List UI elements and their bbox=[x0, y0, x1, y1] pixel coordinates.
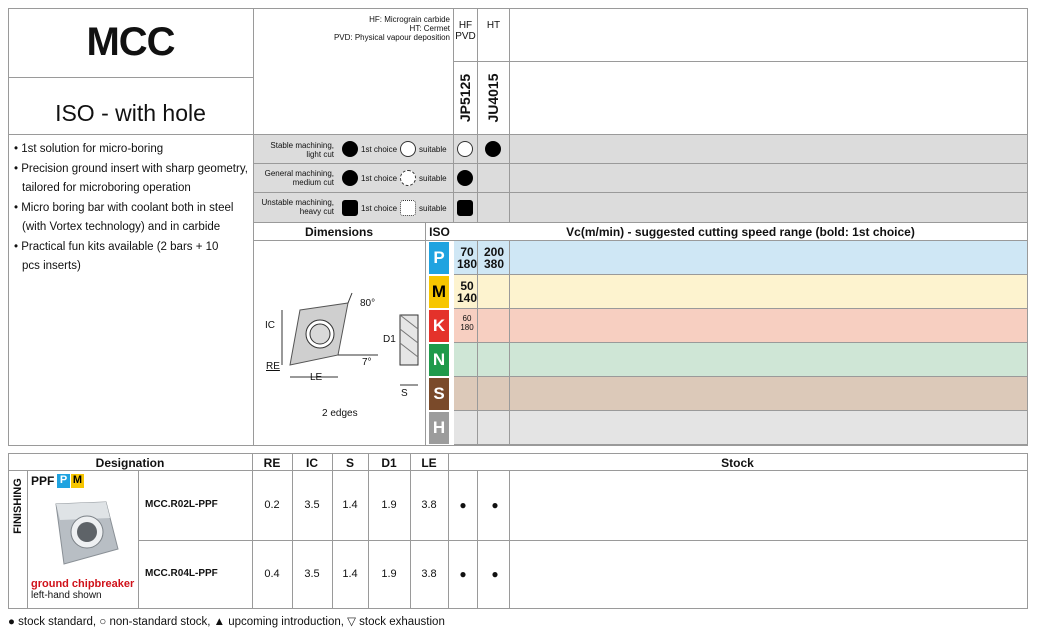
feature-item: • Practical fun kits available (2 bars + 10 bbox=[14, 240, 219, 253]
grade2-stable-first-icon bbox=[485, 141, 501, 157]
designation-header: Designation bbox=[95, 456, 165, 470]
machining-choices-stable bbox=[342, 141, 447, 157]
grade1-stable-suitable-icon bbox=[457, 141, 473, 157]
suitable-label: suitable bbox=[419, 173, 447, 183]
legend-line: PVD: Physical vapour deposition bbox=[333, 33, 450, 42]
iso-row-bg bbox=[454, 309, 1027, 342]
dimensions-header: Dimensions bbox=[304, 225, 373, 239]
iso-row-divider bbox=[454, 444, 1027, 445]
cell-le: 3.8 bbox=[421, 499, 437, 511]
ic-header: IC bbox=[306, 456, 318, 470]
grade-jp5125: JP5125 bbox=[457, 73, 473, 123]
designation-code: MCC.R04L-PPF bbox=[145, 568, 218, 579]
cell-re: 0.4 bbox=[264, 568, 280, 580]
grade-ju4015: JU4015 bbox=[485, 73, 501, 123]
machining-choices-unstable bbox=[342, 200, 447, 216]
cell-d1: 1.9 bbox=[381, 568, 397, 580]
iso-badge-p: P bbox=[429, 242, 449, 274]
vc-high: 380 bbox=[483, 257, 505, 271]
vc-low: 70 bbox=[460, 245, 474, 259]
iso-row-bg bbox=[454, 343, 1027, 376]
suitable-label: suitable bbox=[419, 144, 447, 154]
vc-high: 180 bbox=[456, 257, 478, 271]
machining-choices-general bbox=[342, 170, 447, 186]
le-label: LE bbox=[310, 372, 323, 383]
page-subtitle: ISO - with hole bbox=[55, 100, 206, 126]
chipbreaker-name: PPF bbox=[31, 474, 55, 488]
le-header: LE bbox=[421, 456, 437, 470]
column-ht-label: HT bbox=[486, 20, 501, 31]
angle-7-label: 7° bbox=[362, 357, 372, 368]
stock-header: Stock bbox=[721, 456, 754, 470]
iso-row-bg bbox=[454, 275, 1027, 308]
first-choice-label: 1st choice bbox=[361, 144, 398, 154]
machining-label-line: General machining, bbox=[264, 169, 334, 178]
legend-line: HF: Micrograin carbide bbox=[369, 15, 450, 24]
cell-le: 3.8 bbox=[421, 568, 437, 580]
first-choice-label: 1st choice bbox=[361, 173, 398, 183]
vc-low: 200 bbox=[483, 245, 505, 259]
feature-list bbox=[14, 140, 252, 277]
grade-legend bbox=[300, 15, 450, 42]
stock-standard-icon: ● bbox=[459, 567, 467, 581]
grade1-general-first-icon bbox=[457, 170, 473, 186]
feature-item: • 1st solution for micro-boring bbox=[14, 143, 164, 155]
vc-value bbox=[455, 314, 479, 332]
vc-high: 180 bbox=[460, 323, 474, 332]
iso-badge-s: S bbox=[429, 378, 449, 410]
first-choice-icon bbox=[342, 141, 358, 157]
cell-re: 0.2 bbox=[264, 499, 280, 511]
re-label: RE bbox=[266, 361, 280, 372]
iso-badge-k: K bbox=[429, 310, 449, 342]
vc-low: 60 bbox=[462, 314, 472, 323]
page-title: MCC bbox=[86, 20, 175, 64]
machining-label-line: medium cut bbox=[292, 178, 334, 187]
iso-badge-h: H bbox=[429, 412, 449, 444]
vc-value bbox=[455, 280, 479, 304]
suitable-icon bbox=[400, 170, 416, 186]
suitable-icon bbox=[400, 141, 416, 157]
d1-header: D1 bbox=[381, 456, 397, 470]
hf-label: HF bbox=[458, 20, 473, 31]
chip-iso-m: M bbox=[72, 474, 83, 486]
iso-badge-m: M bbox=[429, 276, 449, 308]
cell-d1: 1.9 bbox=[381, 499, 397, 511]
vc-value bbox=[455, 246, 479, 270]
first-choice-icon bbox=[342, 170, 358, 186]
machining-label-stable bbox=[256, 141, 334, 159]
re-header: RE bbox=[263, 456, 281, 470]
grade1-unstable-first-icon bbox=[457, 200, 473, 216]
iso-header: ISO bbox=[429, 225, 450, 239]
iso-row-bg bbox=[454, 241, 1027, 274]
edges-label: 2 edges bbox=[322, 408, 358, 419]
insert-photo bbox=[36, 494, 126, 576]
stock-legend: ● stock standard, ○ non-standard stock, ▲ upcoming introduction, ▽ stock exhaustion bbox=[8, 616, 445, 628]
d1-label: D1 bbox=[383, 334, 396, 345]
iso-column-divider bbox=[509, 240, 510, 446]
stock-standard-icon: ● bbox=[491, 498, 499, 512]
designation-code: MCC.R02L-PPF bbox=[145, 499, 218, 510]
iso-badge-n: N bbox=[429, 344, 449, 376]
chip-iso-p: P bbox=[57, 474, 70, 488]
machining-label-line: Stable machining, bbox=[270, 141, 334, 150]
feature-item: (with Vortex technology) and in carbide bbox=[22, 221, 221, 233]
cell-s: 1.4 bbox=[342, 568, 358, 580]
iso-row-bg bbox=[454, 411, 1027, 444]
cell-s: 1.4 bbox=[342, 499, 358, 511]
angle-80-label: 80° bbox=[360, 298, 376, 309]
vc-value bbox=[480, 246, 508, 270]
insert-drawing bbox=[260, 285, 430, 405]
machining-label-line: Unstable machining, bbox=[261, 198, 334, 207]
chipbreaker-desc: ground chipbreaker bbox=[31, 578, 135, 590]
cell-ic: 3.5 bbox=[304, 568, 320, 580]
machining-label-line: heavy cut bbox=[299, 207, 334, 216]
ic-label: IC bbox=[265, 320, 275, 331]
stock-standard-icon: ● bbox=[491, 567, 499, 581]
stock-standard-icon: ● bbox=[459, 498, 467, 512]
column-hf-label bbox=[454, 20, 477, 42]
iso-row-bg bbox=[454, 377, 1027, 410]
iso-column-divider bbox=[477, 240, 478, 446]
vc-header: Vc(m/min) - suggested cutting speed range (bold: 1st choice) bbox=[566, 225, 915, 239]
vc-low: 50 bbox=[460, 279, 474, 293]
first-choice-label: 1st choice bbox=[361, 203, 398, 213]
machining-label-general bbox=[256, 169, 334, 187]
machining-label-unstable bbox=[256, 198, 334, 216]
pvd-label: PVD bbox=[455, 31, 476, 42]
suitable-icon bbox=[400, 200, 416, 216]
feature-item: pcs inserts) bbox=[22, 260, 81, 272]
feature-item: • Precision ground insert with sharp geometry, bbox=[14, 162, 248, 175]
first-choice-icon bbox=[342, 200, 358, 216]
legend-line: HT: Cermet bbox=[409, 24, 450, 33]
finishing-label: FINISHING bbox=[12, 478, 24, 534]
machining-label-line: light cut bbox=[306, 150, 334, 159]
feature-item: tailored for microboring operation bbox=[22, 182, 191, 194]
chipbreaker-note: left-hand shown bbox=[31, 590, 102, 601]
vc-high: 140 bbox=[456, 291, 478, 305]
s-label: S bbox=[401, 388, 408, 399]
suitable-label: suitable bbox=[419, 203, 447, 213]
feature-item: • Micro boring bar with coolant both in steel bbox=[14, 201, 234, 214]
cell-ic: 3.5 bbox=[304, 499, 320, 511]
s-header: S bbox=[345, 456, 354, 470]
